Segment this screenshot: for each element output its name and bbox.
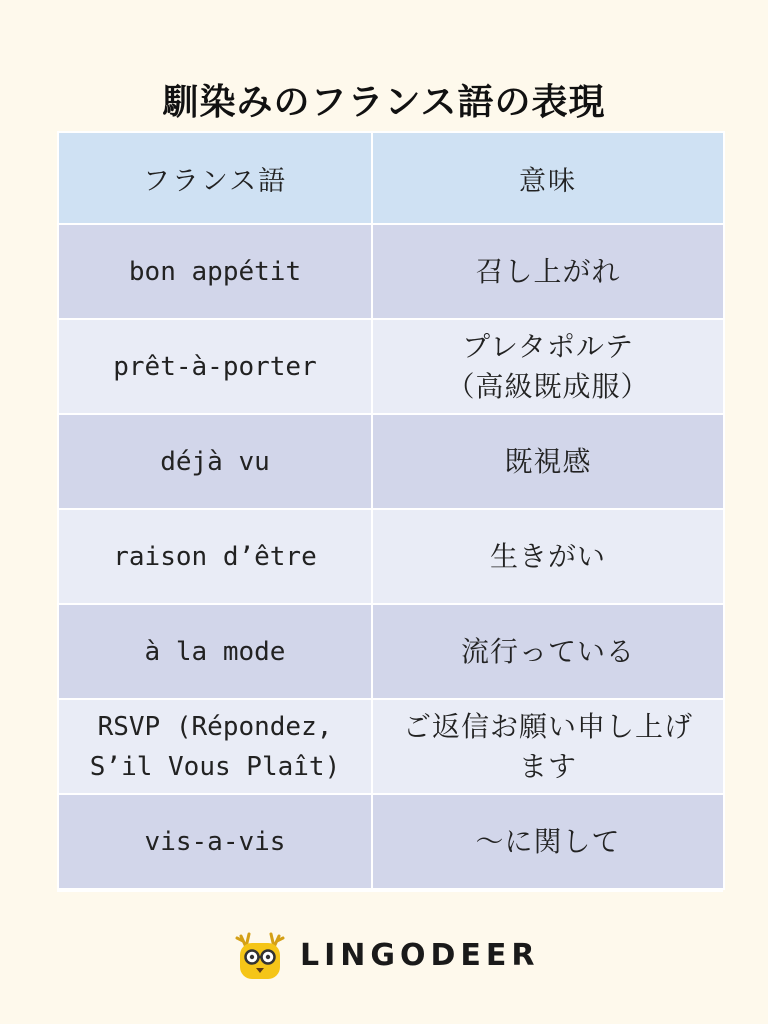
french-expression-line: vis-a-vis [144, 826, 286, 857]
meaning-line: ～に関して [475, 824, 621, 858]
meaning-line: （高級既成服） [446, 369, 650, 403]
french-expression-line: déjà vu [160, 446, 270, 477]
meaning [372, 604, 724, 699]
french-expression-line: à la mode [144, 636, 286, 667]
meaning-line: 生きがい [489, 539, 606, 573]
table-row [58, 604, 724, 699]
french-expression [58, 414, 372, 509]
french-expression [58, 794, 372, 889]
meaning-line: 流行っている [460, 634, 635, 668]
meaning-line: 既視感 [504, 444, 592, 478]
meaning [372, 414, 724, 509]
meaning-line: ご返信お願い申し上げ [402, 709, 693, 743]
table-header-row [58, 132, 724, 224]
header-french: フランス語 [58, 132, 372, 224]
meaning [372, 319, 724, 414]
french-expression-line: RSVP (Répondez, [97, 711, 333, 742]
french-expression [58, 604, 372, 699]
table-row [58, 224, 724, 319]
meaning [372, 794, 724, 889]
table-body [58, 224, 724, 889]
table-row [58, 319, 724, 414]
table-row [58, 414, 724, 509]
french-expression [58, 224, 372, 319]
french-expression-line: bon appétit [128, 256, 302, 287]
brand-footer [232, 926, 540, 984]
french-expression [58, 319, 372, 414]
french-expression-line: S’il Vous Plaît) [89, 751, 341, 782]
table-row [58, 794, 724, 889]
meaning-line: プレタポルテ [462, 329, 634, 363]
french-expression [58, 699, 372, 794]
meaning [372, 509, 724, 604]
header-meaning: 意味 [372, 132, 724, 224]
meaning-line: ます [518, 749, 577, 783]
table-row [58, 699, 724, 794]
deer-icon [232, 927, 288, 983]
expressions-table [57, 131, 723, 892]
brand-name: LINGODEER [300, 937, 540, 973]
french-expression [58, 509, 372, 604]
table-row [58, 509, 724, 604]
meaning [372, 699, 724, 794]
french-expression-line: prêt-à-porter [113, 351, 317, 382]
meaning-line: 召し上がれ [475, 254, 621, 288]
french-expression-line: raison d’être [113, 541, 317, 572]
page-title: 馴染みのフランス語の表現 [162, 82, 606, 124]
meaning [372, 224, 724, 319]
